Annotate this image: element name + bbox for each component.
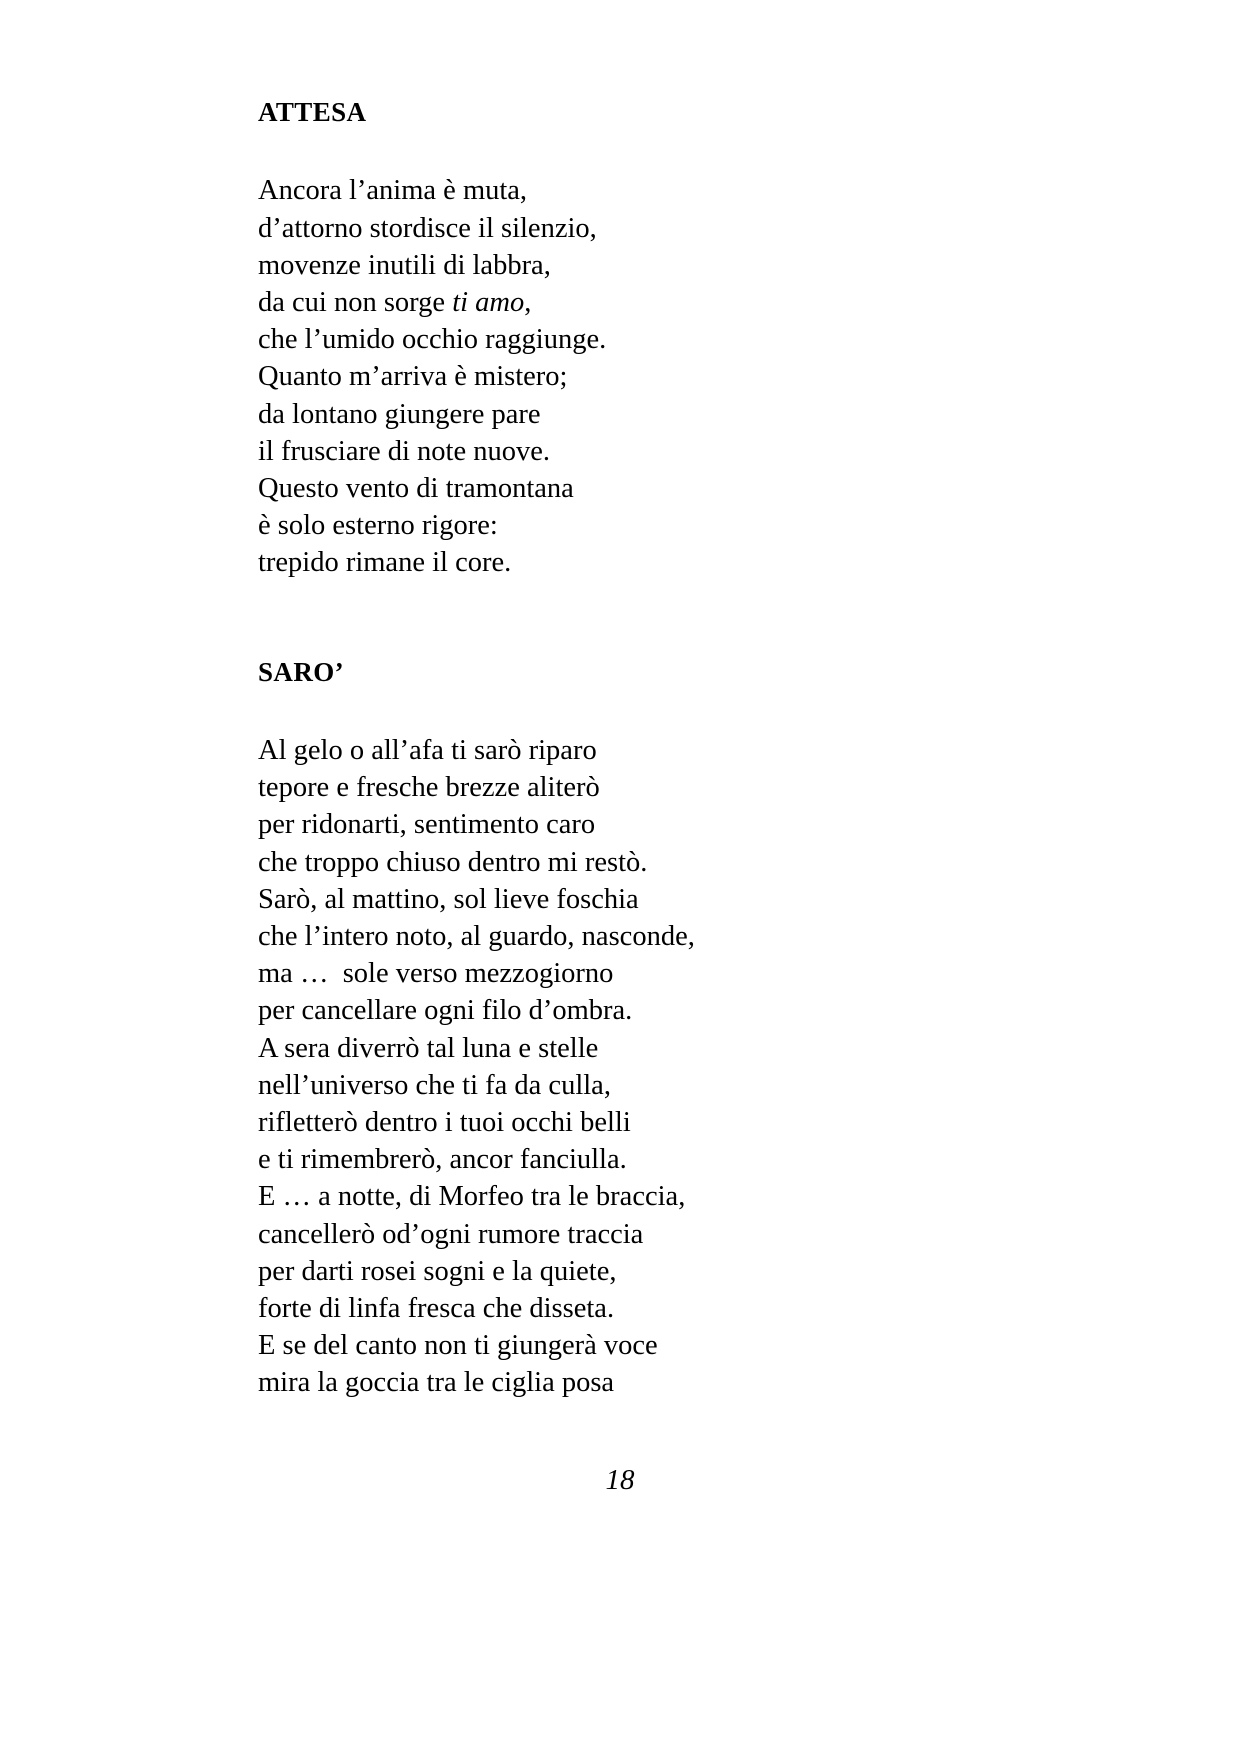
poem-line: mira la goccia tra le ciglia posa: [258, 1367, 615, 1399]
poem-body: [258, 732, 998, 1402]
poem-line: che troppo chiuso dentro mi restò.: [258, 846, 648, 878]
poem-line: [258, 284, 998, 321]
poem-line-text: da cui non sorge: [258, 287, 453, 318]
poem-line: Questo vento di tramontana: [258, 473, 574, 505]
poem-line: Sarò, al mattino, sol lieve foschia: [258, 883, 639, 915]
poem-line: trepido rimane il core.: [258, 547, 512, 579]
poem-title: SARO’: [258, 656, 345, 687]
poem-line: e ti rimembrerò, ancor fanciulla.: [258, 1144, 627, 1176]
poem-line: che l’umido occhio raggiunge.: [258, 324, 607, 356]
poem-line: nell’universo che ti fa da culla,: [258, 1069, 611, 1101]
poem-body: [258, 172, 998, 581]
poem-line: il frusciare di note nuove.: [258, 435, 551, 467]
poem-title: ATTESA: [258, 97, 367, 127]
page-number: 18: [605, 1464, 635, 1496]
poem-line: per darti rosei sogni e la quiete,: [258, 1255, 617, 1287]
poem-line: movenze inutili di labbra,: [258, 249, 551, 281]
poem-line: rifletterò dentro i tuoi occhi belli: [258, 1107, 631, 1139]
poem-line: A sera diverrò tal luna e stelle: [258, 1032, 599, 1064]
poem-line: che l’intero noto, al guardo, nasconde,: [258, 921, 695, 953]
poem-line: forte di linfa fresca che disseta.: [258, 1293, 615, 1325]
poem-attesa: [258, 96, 998, 582]
poem-line: E se del canto non ti giungerà voce: [258, 1330, 658, 1362]
poem-line: per cancellare ogni filo d’ombra.: [258, 995, 633, 1027]
poem-line: d’attorno stordisce il silenzio,: [258, 212, 597, 244]
poem-line: ma … sole verso mezzogiorno: [258, 958, 614, 990]
poem-line: tepore e fresche brezze aliterò: [258, 772, 600, 804]
poem-line: Quanto m’arriva è mistero;: [258, 361, 568, 393]
poem-line: è solo esterno rigore:: [258, 510, 498, 542]
poem-line: da lontano giungere pare: [258, 398, 541, 430]
poem-line: Ancora l’anima è muta,: [258, 175, 528, 207]
poem-line: cancellerò od’ogni rumore traccia: [258, 1218, 644, 1250]
poem-line: Al gelo o all’afa ti sarò riparo: [258, 735, 597, 767]
poem-line-emphasis: ti amo: [452, 287, 525, 318]
poem-saro: [258, 656, 998, 1402]
poem-line: E … a notte, di Morfeo tra le braccia,: [258, 1181, 686, 1213]
poem-line-text: ,: [524, 287, 532, 318]
poem-line: per ridonarti, sentimento caro: [258, 809, 596, 841]
page-content: [258, 96, 998, 1402]
